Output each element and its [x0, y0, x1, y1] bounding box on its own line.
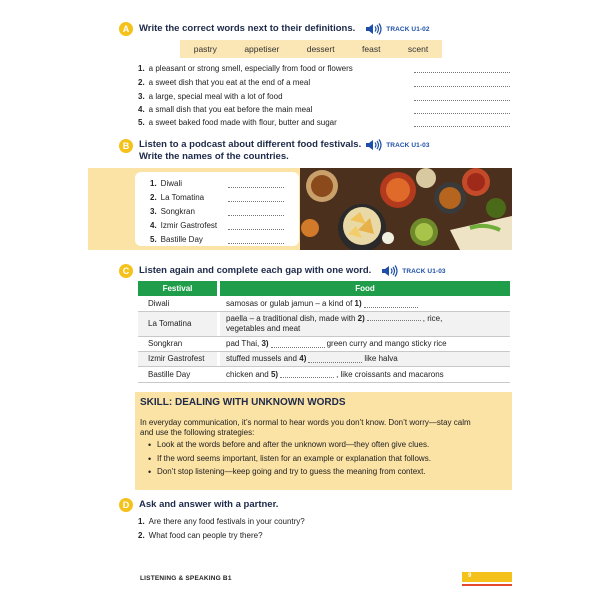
- table-cell-food: samosas or gulab jamun – a kind of 1): [220, 297, 510, 311]
- audio-track-a[interactable]: [365, 23, 429, 35]
- question-item: 1. Are there any food festivals in your country?: [138, 517, 305, 526]
- table-cell-food: pad Thai, 3) green curry and mango sticky rice: [226, 339, 447, 348]
- definition-item: 5. a sweet baked food made with flour, butter and sugar: [138, 118, 337, 127]
- question-item: 2. What food can people try there?: [138, 531, 263, 540]
- word-item: feast: [362, 44, 381, 54]
- answer-line[interactable]: [228, 194, 284, 202]
- table-cell-food: chicken and 5) , like croissants and macarons: [226, 369, 444, 379]
- skill-intro: In everyday communication, it’s normal to hear words you don’t know. Don’t worry—stay calm: [140, 418, 471, 427]
- speaker-icon[interactable]: [365, 139, 383, 151]
- definition-item: 3. a large, special meal with a lot of food: [138, 92, 283, 101]
- word-box: [180, 40, 442, 58]
- section-c-title: Listen again and complete each gap with one word.: [139, 265, 372, 276]
- track-label-c: TRACK U1-03: [402, 267, 446, 275]
- festival-item: 1. Diwali: [150, 179, 183, 188]
- answer-line[interactable]: [414, 106, 510, 114]
- table-cell-food: paella – a traditional dish, made with 2) , rice, vegetables and meat: [220, 312, 510, 336]
- food-photo: [300, 168, 512, 250]
- skill-bullet: • Don’t stop listening—keep going and try to guess the meaning from context.: [157, 467, 426, 477]
- audio-track-b[interactable]: [365, 139, 429, 151]
- footer-accent-line: [462, 584, 512, 586]
- page-number: 9: [468, 573, 472, 579]
- audio-track-c[interactable]: [381, 265, 445, 277]
- speaker-icon[interactable]: [365, 23, 383, 35]
- gap-line[interactable]: [271, 341, 325, 348]
- section-c-badge: C: [119, 264, 133, 278]
- table-header-food: Food: [220, 281, 510, 296]
- word-item: pastry: [193, 44, 217, 54]
- gap-line[interactable]: [280, 371, 334, 378]
- definition-item: 2. a sweet dish that you eat at the end of a meal: [138, 78, 311, 87]
- track-label-b: TRACK U1-03: [386, 141, 430, 149]
- skill-title: SKILL: DEALING WITH UNKNOWN WORDS: [140, 397, 346, 408]
- answer-line[interactable]: [228, 180, 284, 188]
- word-item: scent: [407, 44, 429, 54]
- skill-bullet: • Look at the words before and after the unknown word—they often give clues.: [157, 440, 429, 450]
- section-b-badge: B: [119, 139, 133, 153]
- definition-item: 4. a small dish that you eat before the main meal: [138, 105, 313, 114]
- section-d-title: Ask and answer with a partner.: [139, 499, 279, 510]
- table-cell-festival: Bastille Day: [148, 369, 191, 379]
- speaker-icon[interactable]: [381, 265, 399, 277]
- gap-line[interactable]: [308, 356, 362, 363]
- section-b-title: Listen to a podcast about different food festivals.: [139, 139, 362, 150]
- section-b-subtitle: Write the names of the countries.: [139, 151, 289, 162]
- definition-item: 1. a pleasant or strong smell, especially from food or flowers: [138, 64, 353, 73]
- row-divider: [138, 382, 510, 383]
- festival-item: 5. Bastille Day: [150, 235, 203, 244]
- table-cell-festival: La Tomatina: [138, 312, 217, 336]
- table-cell-festival: Diwali: [148, 299, 170, 308]
- word-item: dessert: [306, 44, 335, 54]
- word-item: appetiser: [244, 44, 280, 54]
- section-c-header: [119, 264, 446, 278]
- section-a-badge: A: [119, 22, 133, 36]
- gap-line[interactable]: [367, 314, 421, 321]
- section-d-badge: D: [119, 498, 133, 512]
- skill-bullet: • If the word seems important, listen for an example or explanation that follows.: [157, 454, 431, 464]
- answer-line[interactable]: [228, 222, 284, 230]
- section-a-header: [119, 22, 430, 36]
- section-d-header: [119, 498, 278, 512]
- skill-intro: and use the following strategies:: [140, 428, 255, 437]
- answer-line[interactable]: [414, 93, 510, 101]
- table-cell-food: stuffed mussels and 4) like halva: [220, 352, 510, 366]
- table-cell-festival: Songkran: [148, 339, 183, 348]
- festival-item: 3. Songkran: [150, 207, 195, 216]
- food-photo-illustration: [300, 168, 512, 250]
- answer-line[interactable]: [414, 79, 510, 87]
- answer-line[interactable]: [228, 208, 284, 216]
- table-cell-festival: Izmir Gastrofest: [138, 352, 217, 366]
- gap-line[interactable]: [364, 301, 418, 308]
- footer-label: LISTENING & SPEAKING B1: [140, 575, 232, 582]
- answer-line[interactable]: [414, 65, 510, 73]
- section-b-header: [119, 139, 430, 163]
- answer-line[interactable]: [414, 119, 510, 127]
- festival-item: 2. La Tomatina: [150, 193, 205, 202]
- track-label-a: TRACK U1-02: [386, 25, 430, 33]
- festival-item: 4. Izmir Gastrofest: [150, 221, 218, 230]
- answer-line[interactable]: [228, 236, 284, 244]
- section-a-title: Write the correct words next to their definitions.: [139, 23, 356, 34]
- table-header-festival: Festival: [138, 281, 217, 296]
